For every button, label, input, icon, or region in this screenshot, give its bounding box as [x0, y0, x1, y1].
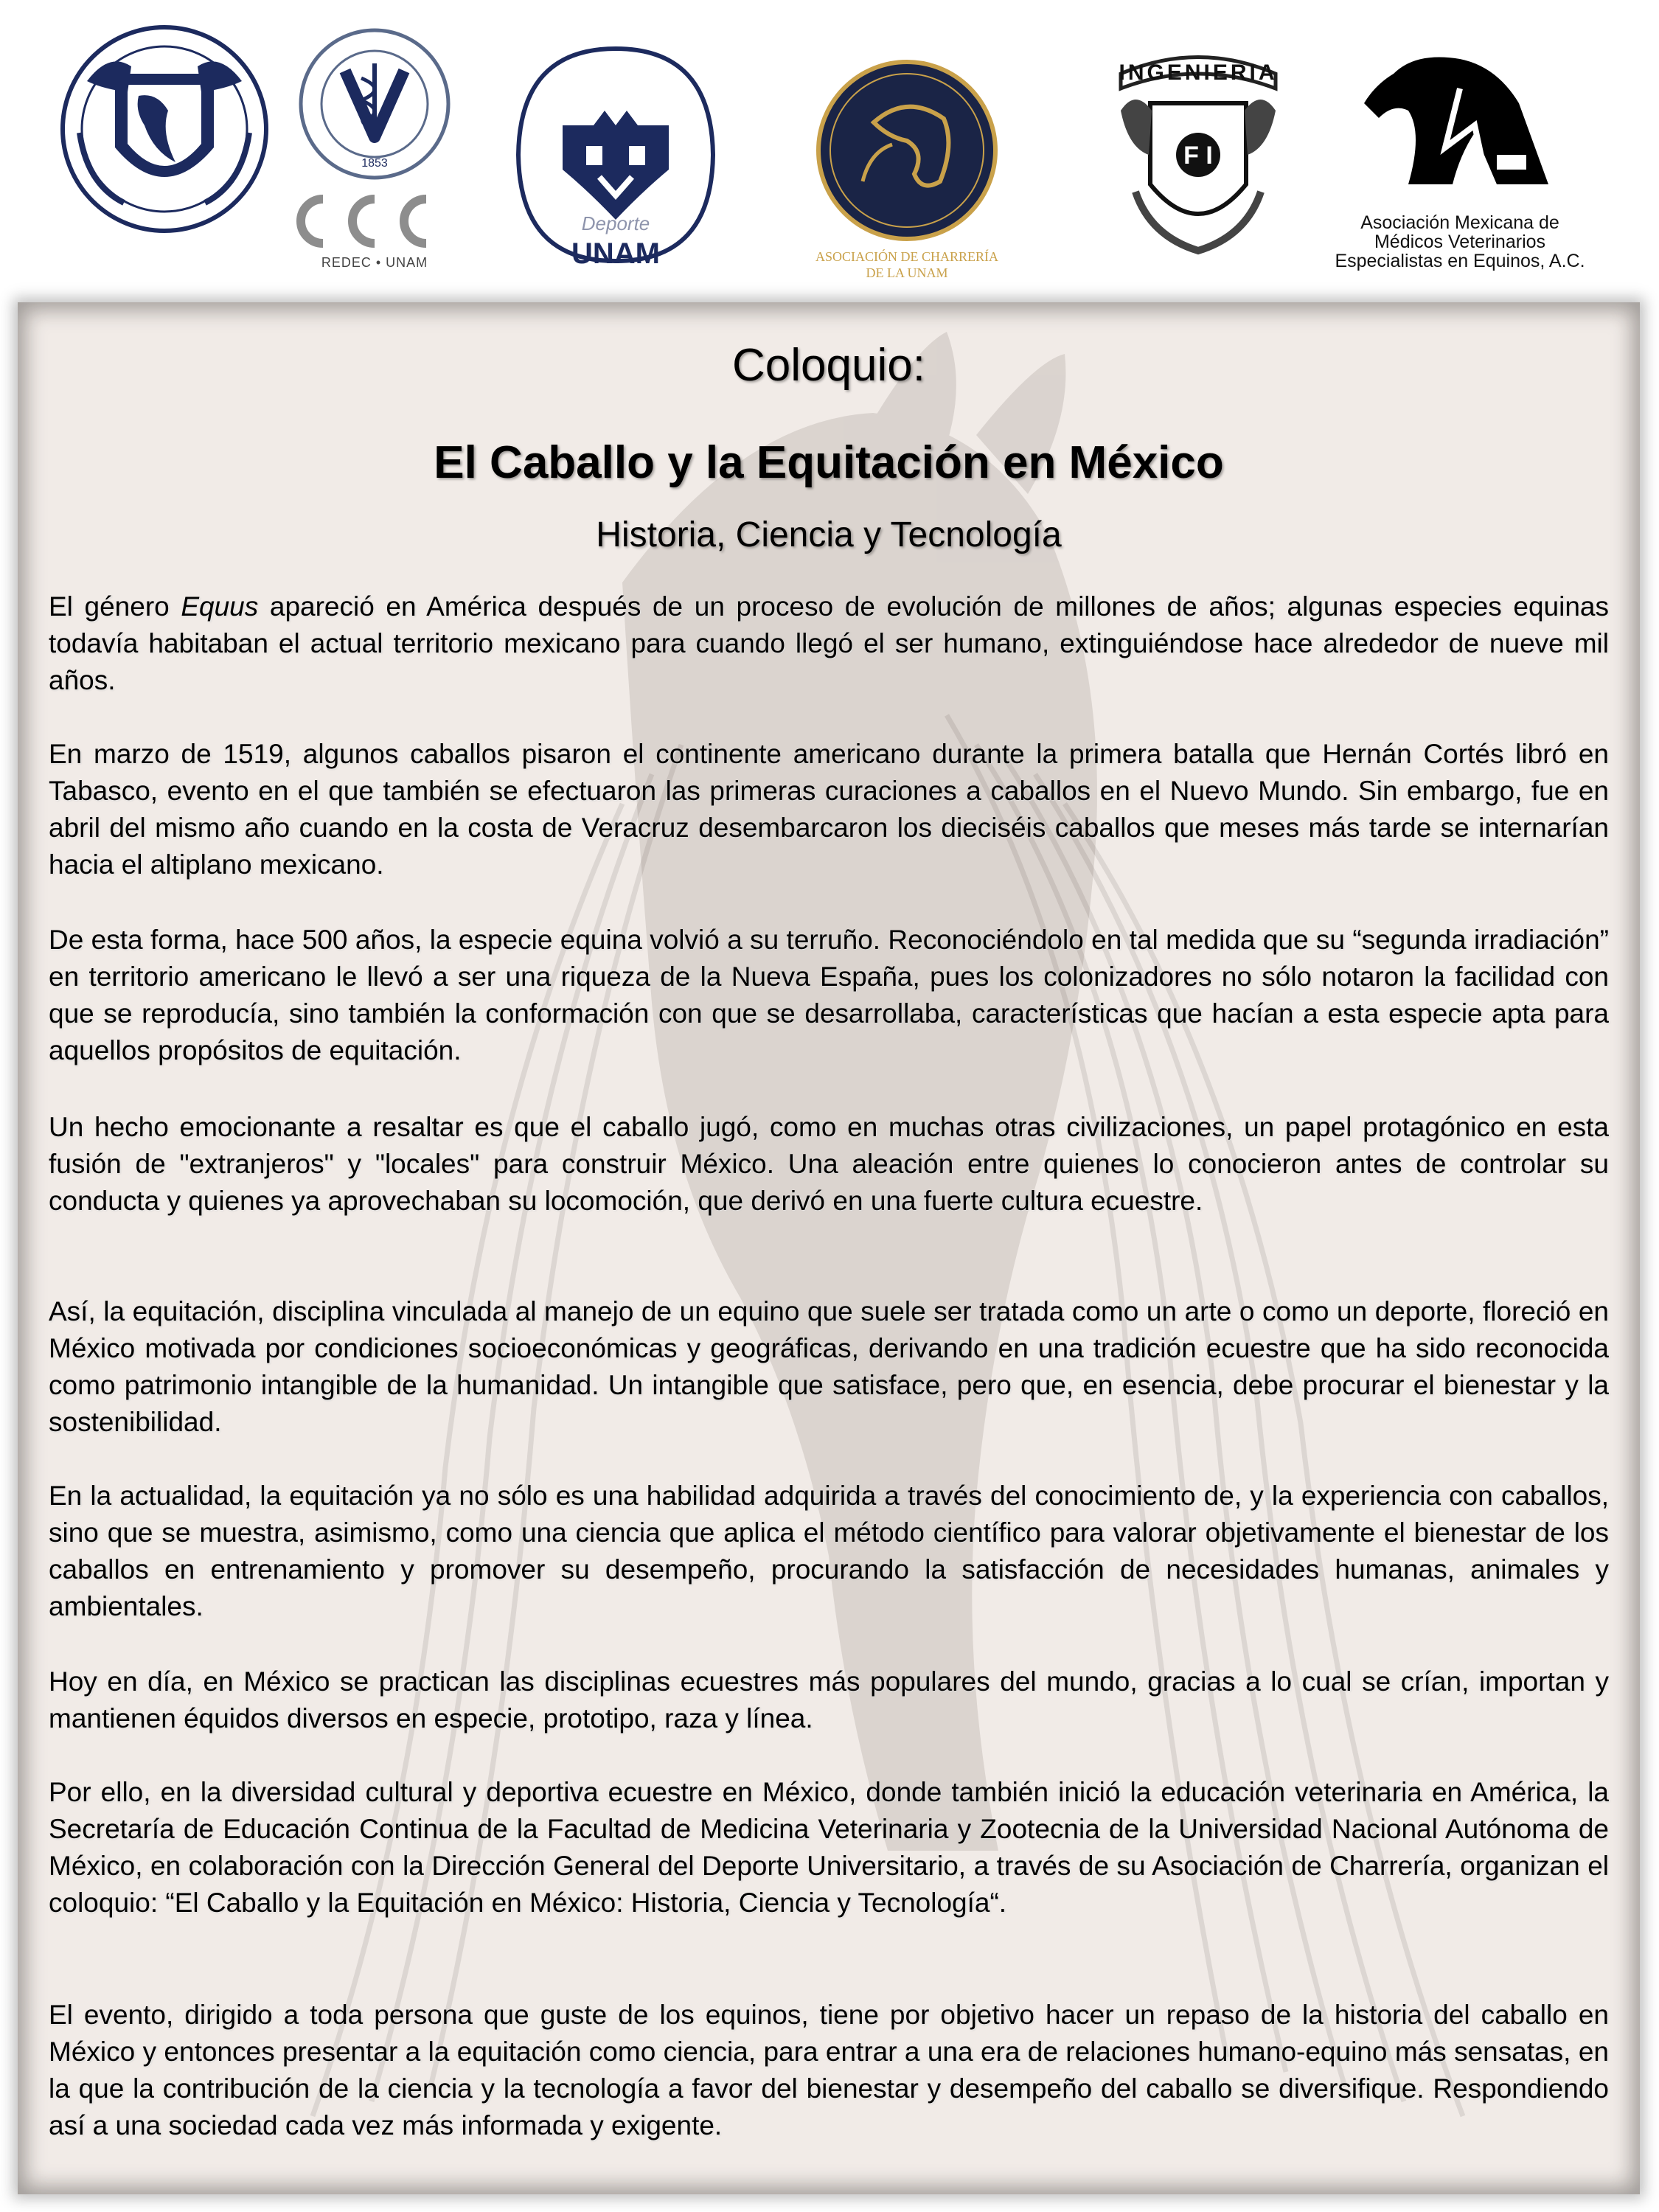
deporte-label: Deporte	[581, 212, 650, 234]
ammvee-line1: Asociación Mexicana de	[1360, 212, 1559, 233]
redec-caption: REDEC • UNAM	[321, 255, 428, 270]
horse-head-badge-icon	[796, 56, 1018, 248]
paragraph-6: En la actualidad, la equitación ya no sólo es una habilidad adquirida a través del conocimiento de, y la experiencia con caballos, sino que se muestra, asimismo, como una ciencia que aplica el método científico para valorar objetivamente el bienestar de los caballos en entrenamiento y promover su desempeño, procurando la satisfacción de necesidades humanas, animales y ambientales.	[49, 1481, 1609, 1621]
equus-italic: Equus	[181, 591, 259, 622]
sponsor-logos	[0, 0, 1659, 302]
paragraph-1: El género Equus apareció en América después de un proceso de evolución de millones de años; algunas especies equinas todavía habitaban el actual territorio mexicano para cuando llegó el ser humano, extinguiéndose hace alrededor de nueve mil años.	[49, 591, 1609, 695]
svg-text:INGENIERIA: INGENIERIA	[1119, 60, 1278, 85]
event-subtitle: El Caballo y la Equitación en México	[434, 437, 1224, 488]
unam-shield-icon	[58, 22, 271, 236]
ammvee-line2: Médicos Veterinarios	[1374, 232, 1546, 252]
charreria-line1: ASOCIACIÓN DE CHARRERÍA	[815, 249, 998, 264]
fmvz-logo	[293, 27, 456, 270]
svg-text:1853: 1853	[361, 157, 388, 170]
paragraph-8: Por ello, en la diversidad cultural y deportiva ecuestre en México, donde también inició la educación veterinaria en América, la Secretaría de Educación Continua de la Facultad de Medicina Veterinaria y Zootecnia de la Universidad Nacional Autónoma de México, en colaboración con la Dirección General del Deporte Universitario, a través de su Asociación de Charrería, organizan el coloquio: “El Caballo y la Equitación en México: Historia, Ciencia y Tecnología“.	[49, 1777, 1609, 1918]
svg-text:F I: F I	[1183, 142, 1213, 170]
paragraph-3: De esta forma, hace 500 años, la especie equina volvió a su terruño. Reconociéndolo en tal medida que su “segunda irradiación” en territorio americano le llevó a ser una riqueza de la Nueva España, pues los colonizadores no sólo notaron la facilidad con que se reproducía, sino también la conformación con que se desarrollaba, características que hacían a esta especie apta para aquellos propósitos de equitación.	[49, 925, 1609, 1065]
paragraph-2: En marzo de 1519, algunos caballos pisaron el continente americano durante la primera batalla que Hernán Cortés libró en Tabasco, evento en el que también se efectuaron las primeras curaciones a caballos en el Nuevo Mundo. Sin embargo, fue en abril del mismo año cuando en la costa de Veracruz desembarcaron los dieciséis caballos que meses más tarde se internarían hacia el altiplano mexicano.	[49, 739, 1609, 880]
ammvee-line3: Especialistas en Equinos, A.C.	[1335, 251, 1585, 271]
document-panel	[18, 302, 1640, 2194]
unam-label: UNAM	[571, 237, 660, 270]
unam-shield-logo	[58, 22, 271, 236]
paragraph-9: El evento, dirigido a toda persona que guste de los equinos, tiene por objetivo hacer un repaso de la historia del caballo en México y entonces presentar a la equitación como ciencia, para entrar a una era de relaciones humano-equino más sensatas, en la que la contribución de la ciencia y la tecnología a favor del bienestar y desempeño del caballo se diversifique. Respondiendo así a una sociedad cada vez más informada y exigente.	[49, 2000, 1609, 2140]
horse-silhouette-icon	[1349, 44, 1571, 192]
page-title: Coloquio:	[732, 340, 925, 391]
charreria-logo	[796, 56, 1018, 280]
ingenieria-shield-icon	[1106, 44, 1290, 265]
charreria-line2: DE LA UNAM	[866, 265, 948, 280]
fmvz-seal-icon	[293, 27, 456, 181]
deporte-unam-logo	[512, 44, 719, 270]
paragraph-7: Hoy en día, en México se practican las disciplinas ecuestres más populares del mundo, gracias a lo cual se crían, importan y mantienen équidos diversos en especie, prototipo, raza y línea.	[49, 1666, 1609, 1733]
paragraph-5: Así, la equitación, disciplina vinculada al manejo de un equino que suele ser tratada como un arte o como un deporte, floreció en México motivada por condiciones socioeconómicas y geográficas, derivando en una tradición ecuestre que ha sido reconocida como patrimonio intangible de la humanidad. Un intangible que satisface, pero que, en esencia, debe procurar el bienestar y la sostenibilidad.	[49, 1296, 1609, 1437]
event-tagline: Historia, Ciencia y Tecnología	[596, 515, 1062, 554]
paragraph-4: Un hecho emocionante a resaltar es que el caballo jugó, como en muchas otras civilizaciones, un papel protagónico en esta fusión de "extranjeros" y "locales" para construir México. Una aleación entre quienes lo conocieron antes de controlar su conducta y quienes ya aprovechaban su locomoción, que derivó en una fuerte cultura ecuestre.	[49, 1112, 1609, 1216]
ammvee-logo	[1335, 44, 1585, 271]
ingenieria-logo	[1106, 44, 1290, 265]
redec-icon	[293, 184, 456, 258]
